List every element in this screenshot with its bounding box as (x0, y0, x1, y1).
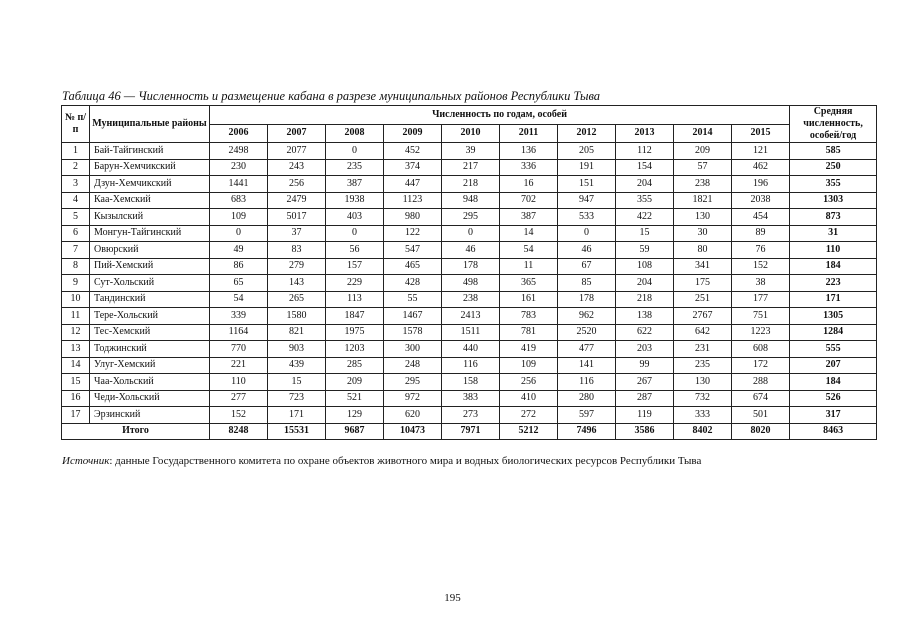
value-cell: 410 (500, 390, 558, 407)
value-cell: 620 (384, 407, 442, 424)
total-value-cell: 8248 (210, 423, 268, 440)
value-cell: 5017 (268, 209, 326, 226)
total-value-cell: 7971 (442, 423, 500, 440)
value-cell: 205 (558, 143, 616, 160)
value-cell: 158 (442, 374, 500, 391)
value-cell: 231 (674, 341, 732, 358)
value-cell: 59 (616, 242, 674, 259)
value-cell: 152 (210, 407, 268, 424)
row-number-cell: 2 (62, 159, 90, 176)
source-label: Источник (62, 455, 110, 467)
value-cell: 2413 (442, 308, 500, 325)
value-cell: 56 (326, 242, 384, 259)
row-number-cell: 6 (62, 225, 90, 242)
value-cell: 80 (674, 242, 732, 259)
value-cell: 0 (210, 225, 268, 242)
value-cell: 674 (732, 390, 790, 407)
value-cell: 723 (268, 390, 326, 407)
value-cell: 221 (210, 357, 268, 374)
value-cell: 196 (732, 176, 790, 193)
district-name-cell: Тоджинский (90, 341, 210, 358)
district-name-cell: Монгун-Тайгинский (90, 225, 210, 242)
value-cell: 256 (500, 374, 558, 391)
total-value-cell: 5212 (500, 423, 558, 440)
value-cell: 265 (268, 291, 326, 308)
value-cell: 217 (442, 159, 500, 176)
average-cell: 1284 (790, 324, 877, 341)
table-row (62, 390, 877, 407)
value-cell: 2077 (268, 143, 326, 160)
value-cell: 152 (732, 258, 790, 275)
value-cell: 112 (616, 143, 674, 160)
district-name-cell: Улуг-Хемский (90, 357, 210, 374)
value-cell: 116 (558, 374, 616, 391)
value-cell: 203 (616, 341, 674, 358)
total-value-cell: 10473 (384, 423, 442, 440)
average-cell: 110 (790, 242, 877, 259)
value-cell: 339 (210, 308, 268, 325)
value-cell: 116 (442, 357, 500, 374)
value-cell: 1223 (732, 324, 790, 341)
row-number-cell: 8 (62, 258, 90, 275)
district-name-cell: Барун-Хемчикский (90, 159, 210, 176)
value-cell: 191 (558, 159, 616, 176)
value-cell: 2038 (732, 192, 790, 209)
value-cell: 55 (384, 291, 442, 308)
value-cell: 121 (732, 143, 790, 160)
value-cell: 172 (732, 357, 790, 374)
average-cell: 555 (790, 341, 877, 358)
value-cell: 770 (210, 341, 268, 358)
value-cell: 218 (616, 291, 674, 308)
value-cell: 341 (674, 258, 732, 275)
value-cell: 49 (210, 242, 268, 259)
average-cell: 317 (790, 407, 877, 424)
header-year: 2015 (732, 124, 790, 143)
table-row (62, 407, 877, 424)
value-cell: 462 (732, 159, 790, 176)
value-cell: 0 (442, 225, 500, 242)
source-note (62, 455, 701, 467)
value-cell: 288 (732, 374, 790, 391)
district-name-cell: Овюрский (90, 242, 210, 259)
average-cell: 207 (790, 357, 877, 374)
value-cell: 171 (268, 407, 326, 424)
value-cell: 1847 (326, 308, 384, 325)
value-cell: 243 (268, 159, 326, 176)
value-cell: 781 (500, 324, 558, 341)
value-cell: 177 (732, 291, 790, 308)
value-cell: 387 (326, 176, 384, 193)
average-cell: 873 (790, 209, 877, 226)
value-cell: 57 (674, 159, 732, 176)
source-text: : данные Государственного комитета по охране объектов животного мира и водных биологических ресурсов Республики Тыва (109, 455, 702, 467)
value-cell: 76 (732, 242, 790, 259)
value-cell: 235 (326, 159, 384, 176)
value-cell: 85 (558, 275, 616, 292)
district-name-cell: Кызылский (90, 209, 210, 226)
average-cell: 184 (790, 258, 877, 275)
value-cell: 383 (442, 390, 500, 407)
table-row (62, 242, 877, 259)
table-row (62, 176, 877, 193)
table-row (62, 341, 877, 358)
value-cell: 419 (500, 341, 558, 358)
value-cell: 300 (384, 341, 442, 358)
value-cell: 89 (732, 225, 790, 242)
total-value-cell: 8402 (674, 423, 732, 440)
district-name-cell: Бай-Тайгинский (90, 143, 210, 160)
header-num: № п/п (62, 106, 90, 143)
value-cell: 387 (500, 209, 558, 226)
value-cell: 980 (384, 209, 442, 226)
value-cell: 287 (616, 390, 674, 407)
district-name-cell: Эрзинский (90, 407, 210, 424)
value-cell: 547 (384, 242, 442, 259)
value-cell: 498 (442, 275, 500, 292)
value-cell: 1578 (384, 324, 442, 341)
table-row (62, 225, 877, 242)
value-cell: 2767 (674, 308, 732, 325)
value-cell: 38 (732, 275, 790, 292)
value-cell: 465 (384, 258, 442, 275)
district-name-cell: Чеди-Хольский (90, 390, 210, 407)
table-row (62, 308, 877, 325)
header-year: 2012 (558, 124, 616, 143)
value-cell: 403 (326, 209, 384, 226)
value-cell: 2479 (268, 192, 326, 209)
value-cell: 154 (616, 159, 674, 176)
district-name-cell: Сут-Хольский (90, 275, 210, 292)
value-cell: 83 (268, 242, 326, 259)
value-cell: 235 (674, 357, 732, 374)
value-cell: 454 (732, 209, 790, 226)
value-cell: 1164 (210, 324, 268, 341)
value-cell: 267 (616, 374, 674, 391)
value-cell: 1938 (326, 192, 384, 209)
value-cell: 732 (674, 390, 732, 407)
value-cell: 1975 (326, 324, 384, 341)
table-row (62, 291, 877, 308)
data-table (61, 105, 877, 440)
value-cell: 11 (500, 258, 558, 275)
value-cell: 109 (210, 209, 268, 226)
value-cell: 947 (558, 192, 616, 209)
value-cell: 15 (616, 225, 674, 242)
row-number-cell: 15 (62, 374, 90, 391)
value-cell: 1821 (674, 192, 732, 209)
header-by-years: Численность по годам, особей (210, 106, 790, 125)
value-cell: 1511 (442, 324, 500, 341)
value-cell: 209 (326, 374, 384, 391)
average-cell: 526 (790, 390, 877, 407)
header-year: 2006 (210, 124, 268, 143)
value-cell: 501 (732, 407, 790, 424)
row-number-cell: 17 (62, 407, 90, 424)
value-cell: 783 (500, 308, 558, 325)
value-cell: 256 (268, 176, 326, 193)
value-cell: 14 (500, 225, 558, 242)
value-cell: 157 (326, 258, 384, 275)
value-cell: 597 (558, 407, 616, 424)
value-cell: 86 (210, 258, 268, 275)
total-label-cell: Итого (62, 423, 210, 440)
value-cell: 1467 (384, 308, 442, 325)
value-cell: 285 (326, 357, 384, 374)
header-year: 2014 (674, 124, 732, 143)
value-cell: 428 (384, 275, 442, 292)
value-cell: 143 (268, 275, 326, 292)
value-cell: 273 (442, 407, 500, 424)
value-cell: 37 (268, 225, 326, 242)
value-cell: 440 (442, 341, 500, 358)
value-cell: 178 (558, 291, 616, 308)
average-cell: 1305 (790, 308, 877, 325)
header-year: 2009 (384, 124, 442, 143)
district-name-cell: Пий-Хемский (90, 258, 210, 275)
value-cell: 251 (674, 291, 732, 308)
header-average: Средняя численность, особей/год (790, 106, 877, 143)
table-row (62, 357, 877, 374)
value-cell: 122 (384, 225, 442, 242)
value-cell: 136 (500, 143, 558, 160)
total-value-cell: 9687 (326, 423, 384, 440)
value-cell: 209 (674, 143, 732, 160)
value-cell: 2520 (558, 324, 616, 341)
value-cell: 447 (384, 176, 442, 193)
value-cell: 141 (558, 357, 616, 374)
value-cell: 533 (558, 209, 616, 226)
value-cell: 204 (616, 176, 674, 193)
row-number-cell: 7 (62, 242, 90, 259)
average-cell: 31 (790, 225, 877, 242)
row-number-cell: 12 (62, 324, 90, 341)
page-number: 195 (444, 592, 461, 604)
value-cell: 229 (326, 275, 384, 292)
value-cell: 238 (674, 176, 732, 193)
value-cell: 452 (384, 143, 442, 160)
total-row (62, 423, 877, 440)
value-cell: 16 (500, 176, 558, 193)
row-number-cell: 9 (62, 275, 90, 292)
value-cell: 230 (210, 159, 268, 176)
value-cell: 355 (616, 192, 674, 209)
average-cell: 250 (790, 159, 877, 176)
value-cell: 161 (500, 291, 558, 308)
table-row (62, 192, 877, 209)
value-cell: 0 (326, 225, 384, 242)
value-cell: 1123 (384, 192, 442, 209)
value-cell: 277 (210, 390, 268, 407)
header-year: 2008 (326, 124, 384, 143)
value-cell: 477 (558, 341, 616, 358)
value-cell: 365 (500, 275, 558, 292)
value-cell: 129 (326, 407, 384, 424)
value-cell: 46 (442, 242, 500, 259)
header-year: 2010 (442, 124, 500, 143)
value-cell: 67 (558, 258, 616, 275)
value-cell: 130 (674, 209, 732, 226)
value-cell: 39 (442, 143, 500, 160)
table-row (62, 143, 877, 160)
value-cell: 439 (268, 357, 326, 374)
value-cell: 608 (732, 341, 790, 358)
average-cell: 223 (790, 275, 877, 292)
table-row (62, 258, 877, 275)
value-cell: 119 (616, 407, 674, 424)
district-name-cell: Тере-Хольский (90, 308, 210, 325)
value-cell: 204 (616, 275, 674, 292)
value-cell: 30 (674, 225, 732, 242)
district-name-cell: Тес-Хемский (90, 324, 210, 341)
value-cell: 15 (268, 374, 326, 391)
value-cell: 374 (384, 159, 442, 176)
value-cell: 751 (732, 308, 790, 325)
value-cell: 622 (616, 324, 674, 341)
value-cell: 272 (500, 407, 558, 424)
value-cell: 109 (500, 357, 558, 374)
value-cell: 333 (674, 407, 732, 424)
value-cell: 336 (500, 159, 558, 176)
value-cell: 175 (674, 275, 732, 292)
value-cell: 821 (268, 324, 326, 341)
value-cell: 295 (384, 374, 442, 391)
district-name-cell: Каа-Хемский (90, 192, 210, 209)
value-cell: 279 (268, 258, 326, 275)
value-cell: 962 (558, 308, 616, 325)
header-year: 2007 (268, 124, 326, 143)
table-row (62, 374, 877, 391)
table-row (62, 324, 877, 341)
row-number-cell: 1 (62, 143, 90, 160)
value-cell: 1580 (268, 308, 326, 325)
total-value-cell: 8020 (732, 423, 790, 440)
district-name-cell: Дзун-Хемчикский (90, 176, 210, 193)
row-number-cell: 14 (62, 357, 90, 374)
row-number-cell: 3 (62, 176, 90, 193)
average-cell: 355 (790, 176, 877, 193)
header-year: 2013 (616, 124, 674, 143)
total-value-cell: 15531 (268, 423, 326, 440)
value-cell: 218 (442, 176, 500, 193)
district-name-cell: Тандинский (90, 291, 210, 308)
value-cell: 54 (500, 242, 558, 259)
value-cell: 99 (616, 357, 674, 374)
value-cell: 65 (210, 275, 268, 292)
value-cell: 238 (442, 291, 500, 308)
table-row (62, 159, 877, 176)
district-name-cell: Чаа-Хольский (90, 374, 210, 391)
row-number-cell: 4 (62, 192, 90, 209)
table-row (62, 275, 877, 292)
value-cell: 113 (326, 291, 384, 308)
value-cell: 110 (210, 374, 268, 391)
value-cell: 54 (210, 291, 268, 308)
row-number-cell: 13 (62, 341, 90, 358)
value-cell: 248 (384, 357, 442, 374)
value-cell: 521 (326, 390, 384, 407)
average-cell: 184 (790, 374, 877, 391)
table-body (62, 143, 877, 440)
value-cell: 948 (442, 192, 500, 209)
average-cell: 171 (790, 291, 877, 308)
value-cell: 151 (558, 176, 616, 193)
value-cell: 0 (326, 143, 384, 160)
average-cell: 1303 (790, 192, 877, 209)
value-cell: 1441 (210, 176, 268, 193)
row-number-cell: 5 (62, 209, 90, 226)
total-value-cell: 3586 (616, 423, 674, 440)
value-cell: 972 (384, 390, 442, 407)
table-row (62, 209, 877, 226)
header-district: Муниципальные районы (90, 106, 210, 143)
row-number-cell: 10 (62, 291, 90, 308)
value-cell: 642 (674, 324, 732, 341)
value-cell: 1203 (326, 341, 384, 358)
table-caption: Таблица 46 — Численность и размещение кабана в разрезе муниципальных районов Республики Тыва (62, 89, 601, 103)
value-cell: 683 (210, 192, 268, 209)
average-cell: 585 (790, 143, 877, 160)
value-cell: 130 (674, 374, 732, 391)
row-number-cell: 16 (62, 390, 90, 407)
header-year: 2011 (500, 124, 558, 143)
value-cell: 702 (500, 192, 558, 209)
total-value-cell: 7496 (558, 423, 616, 440)
value-cell: 903 (268, 341, 326, 358)
value-cell: 46 (558, 242, 616, 259)
row-number-cell: 11 (62, 308, 90, 325)
value-cell: 108 (616, 258, 674, 275)
value-cell: 0 (558, 225, 616, 242)
value-cell: 280 (558, 390, 616, 407)
total-average-cell: 8463 (790, 423, 877, 440)
value-cell: 422 (616, 209, 674, 226)
value-cell: 178 (442, 258, 500, 275)
value-cell: 295 (442, 209, 500, 226)
value-cell: 138 (616, 308, 674, 325)
value-cell: 2498 (210, 143, 268, 160)
